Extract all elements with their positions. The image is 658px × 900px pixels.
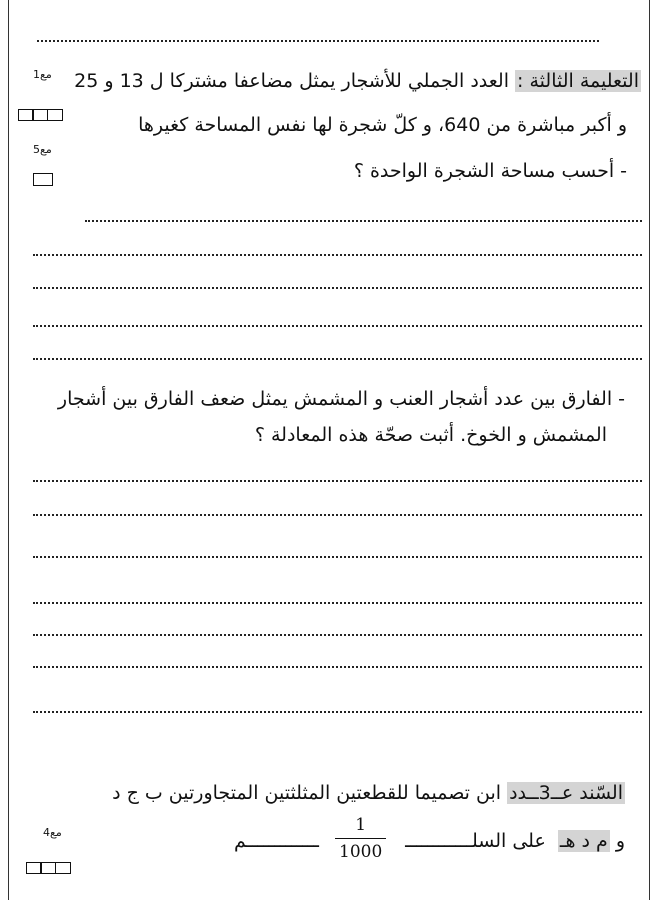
answer-line (33, 325, 642, 327)
instruction-text: العدد الجملي للأشجار يمثل مضاعفا مشتركا ل 13 و 25 (74, 70, 509, 92)
instruction-line-2: و أكبر مباشرة من 640، و كلّ شجرة لها نفس المساحة كغيرها (138, 114, 627, 136)
and-word: و (615, 830, 625, 852)
answer-line (37, 40, 599, 42)
document-3-line-2-start (405, 830, 625, 852)
instruction-label: التعليمة الثالثة : (517, 70, 639, 92)
instruction-line-1 (74, 70, 641, 92)
worksheet-page (8, 0, 650, 900)
answer-line (33, 634, 642, 636)
answer-line (33, 254, 642, 256)
answer-line (33, 480, 642, 482)
document-3-line-1 (112, 782, 625, 804)
margin-mark-criterion-1: مع1 (33, 68, 52, 81)
answer-line (33, 514, 642, 516)
answer-line (33, 602, 642, 604)
triangle-mdh: م د هـ (559, 830, 608, 852)
score-boxes-3 (19, 109, 63, 121)
answer-line (33, 666, 642, 668)
on-scale-text: على السلــــــــــــ (405, 830, 546, 852)
question-2-line-1: - الفارق بين عدد أشجار العنب و المشمش يمثل ضعف الفارق بين أشجار (57, 388, 625, 410)
answer-line (33, 556, 642, 558)
scale-numerator: 1 (355, 815, 367, 835)
document-3-text: ابن تصميما للقطعتين المثلثتين المتجاورتين ب ج د (112, 782, 502, 804)
answer-line (33, 711, 642, 713)
document-3-line-2-end: ـــــــــــــم (233, 830, 319, 852)
answer-line (33, 358, 642, 360)
answer-line (33, 287, 642, 289)
question-1: - أحسب مساحة الشجرة الواحدة ؟ (353, 160, 627, 182)
margin-mark-criterion-4: مع4 (43, 826, 62, 839)
margin-mark-criterion-5: مع5 (33, 143, 52, 156)
scale-denominator: 1000 (339, 842, 383, 862)
score-box-1 (33, 173, 53, 186)
question-2-line-2: المشمش و الخوخ. أثبت صحّة هذه المعادلة ؟ (254, 424, 607, 446)
scale-fraction (335, 815, 386, 862)
answer-line (85, 220, 642, 222)
score-boxes-3 (27, 862, 71, 874)
document-3-label: السّند عــ3ــدد (509, 782, 623, 804)
